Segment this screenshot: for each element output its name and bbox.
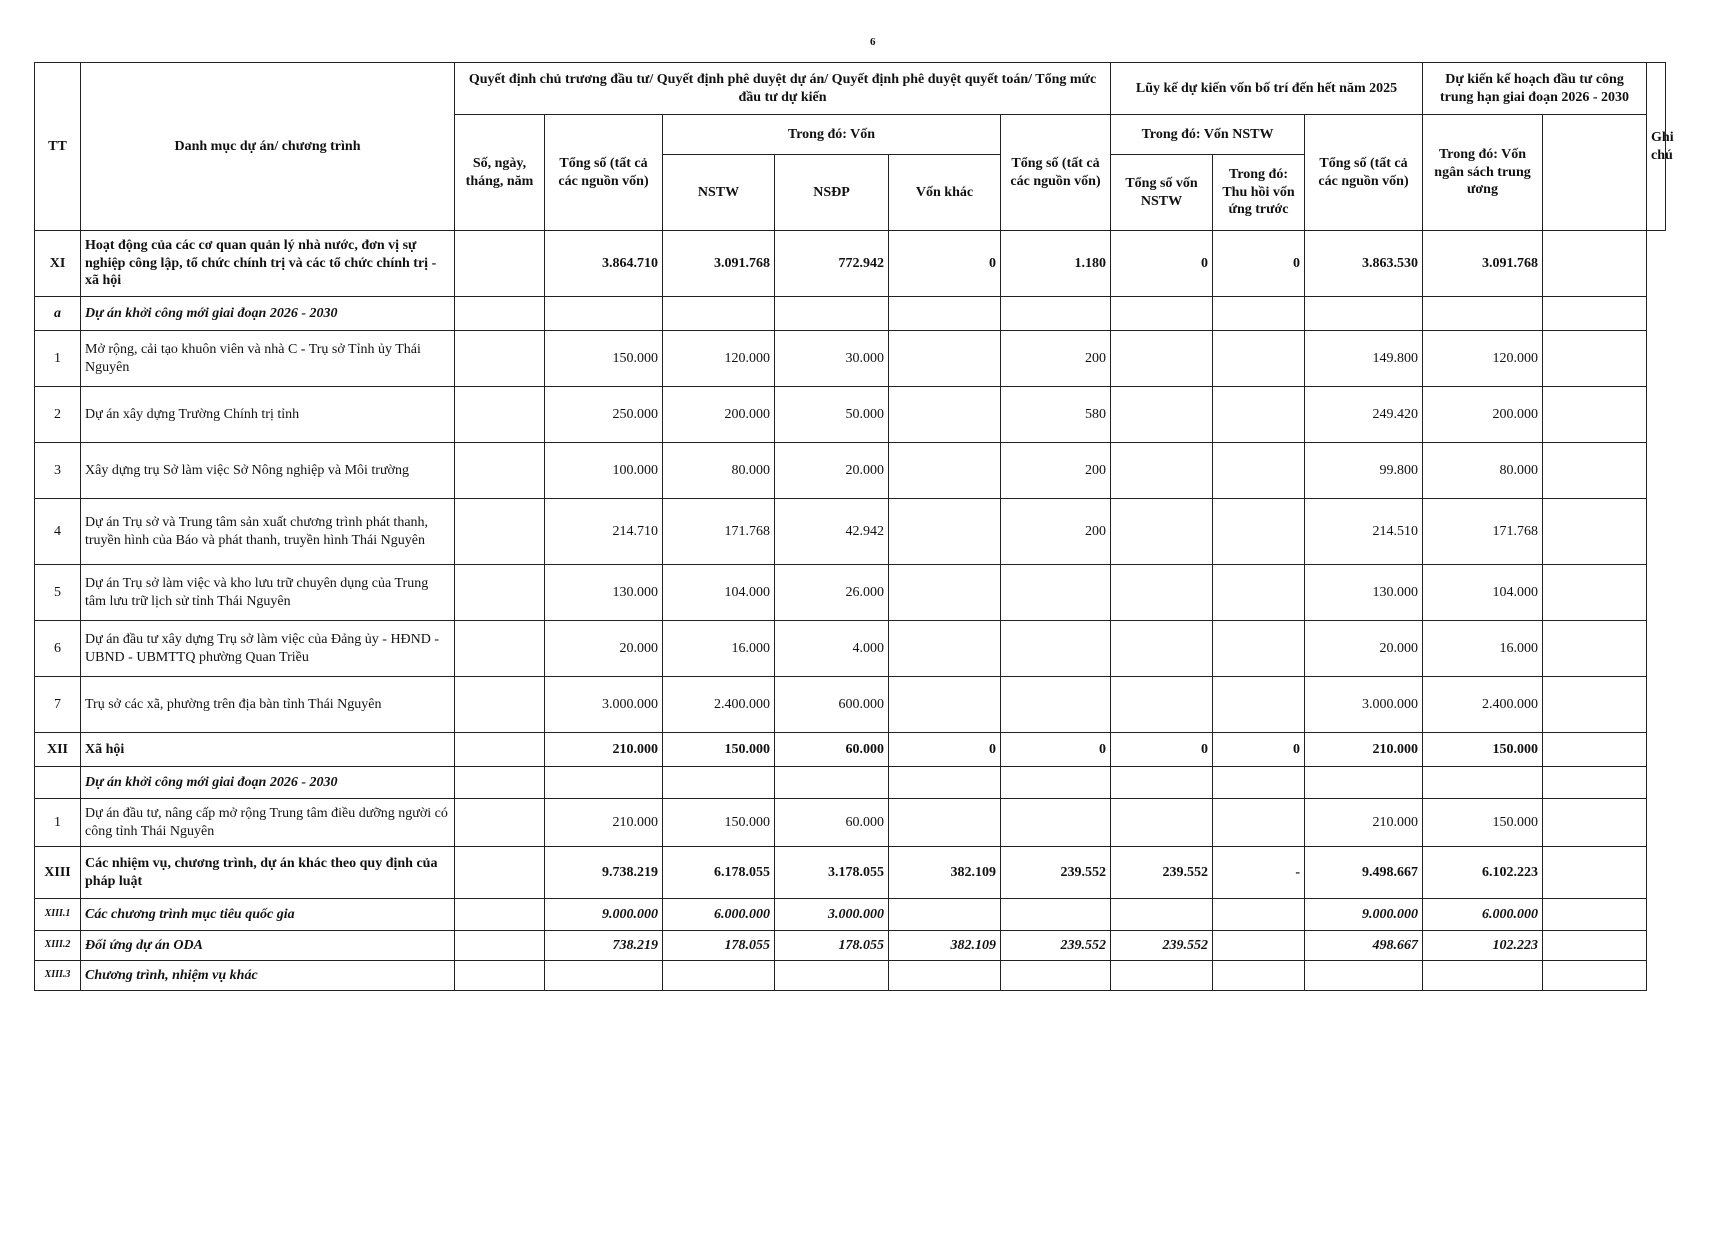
- total-cell: 738.219: [545, 931, 663, 961]
- other-capital-cell: [889, 961, 1001, 991]
- header-recovered-advance: Trong đó: Thu hồi vốn ứng trước: [1213, 155, 1305, 231]
- accumulated-total-cell: 239.552: [1001, 931, 1111, 961]
- total-cell: 210.000: [545, 799, 663, 847]
- nsdp-cell: 60.000: [775, 733, 889, 767]
- recovered-advance-cell: -: [1213, 847, 1305, 899]
- recovered-advance-cell: 0: [1213, 231, 1305, 297]
- nsdp-cell: 3.000.000: [775, 899, 889, 931]
- total-cell: 210.000: [545, 733, 663, 767]
- accumulated-nstw-cell: 0: [1111, 733, 1213, 767]
- total-cell: 20.000: [545, 621, 663, 677]
- nsdp-cell: 3.178.055: [775, 847, 889, 899]
- notes-cell: [1543, 677, 1647, 733]
- investment-plan-table: [34, 62, 1674, 991]
- plan-total-cell: 3.000.000: [1305, 677, 1423, 733]
- decision-number-cell: [455, 331, 545, 387]
- notes-cell: [1543, 899, 1647, 931]
- other-capital-cell: 0: [889, 231, 1001, 297]
- nstw-cell: 150.000: [663, 733, 775, 767]
- plan-nstw-cell: 104.000: [1423, 565, 1543, 621]
- plan-total-cell: [1305, 767, 1423, 799]
- other-capital-cell: [889, 767, 1001, 799]
- header-plan-total: Tổng số (tất cả các nguồn vốn): [1305, 115, 1423, 231]
- project-name-cell: Các chương trình mục tiêu quốc gia: [81, 899, 455, 931]
- nstw-cell: 171.768: [663, 499, 775, 565]
- total-cell: [545, 961, 663, 991]
- notes-cell: [1543, 621, 1647, 677]
- recovered-advance-cell: [1213, 961, 1305, 991]
- plan-nstw-cell: 2.400.000: [1423, 677, 1543, 733]
- plan-nstw-cell: 80.000: [1423, 443, 1543, 499]
- decision-number-cell: [455, 767, 545, 799]
- plan-nstw-cell: 200.000: [1423, 387, 1543, 443]
- row-number-cell: XIII.3: [35, 961, 81, 991]
- plan-nstw-cell: [1423, 961, 1543, 991]
- other-capital-cell: [889, 799, 1001, 847]
- nsdp-cell: 26.000: [775, 565, 889, 621]
- table-row: [35, 387, 1666, 443]
- total-cell: 214.710: [545, 499, 663, 565]
- plan-nstw-cell: 3.091.768: [1423, 231, 1543, 297]
- accumulated-total-cell: [1001, 899, 1111, 931]
- total-cell: 130.000: [545, 565, 663, 621]
- plan-nstw-cell: 120.000: [1423, 331, 1543, 387]
- accumulated-total-cell: 239.552: [1001, 847, 1111, 899]
- accumulated-nstw-cell: [1111, 767, 1213, 799]
- accumulated-total-cell: [1001, 799, 1111, 847]
- accumulated-total-cell: 580: [1001, 387, 1111, 443]
- header-medium-term-plan: Dự kiến kế hoạch đầu tư công trung hạn giai đoạn 2026 - 2030: [1423, 63, 1647, 115]
- header-other-capital: Vốn khác: [889, 155, 1001, 231]
- table-row: [35, 899, 1666, 931]
- row-number-cell: XIII: [35, 847, 81, 899]
- header-total-nstw: Tổng số vốn NSTW: [1111, 155, 1213, 231]
- plan-total-cell: 149.800: [1305, 331, 1423, 387]
- header-tt: TT: [35, 63, 81, 231]
- row-number-cell: 7: [35, 677, 81, 733]
- notes-cell: [1543, 231, 1647, 297]
- other-capital-cell: [889, 297, 1001, 331]
- table-row: [35, 565, 1666, 621]
- decision-number-cell: [455, 231, 545, 297]
- project-name-cell: Mở rộng, cải tạo khuôn viên và nhà C - Trụ sở Tỉnh ủy Thái Nguyên: [81, 331, 455, 387]
- accumulated-nstw-cell: [1111, 331, 1213, 387]
- header-of-which-capital: Trong đó: Vốn: [663, 115, 1001, 155]
- accumulated-total-cell: 200: [1001, 331, 1111, 387]
- row-number-cell: 3: [35, 443, 81, 499]
- total-cell: 3.000.000: [545, 677, 663, 733]
- recovered-advance-cell: [1213, 899, 1305, 931]
- project-name-cell: Chương trình, nhiệm vụ khác: [81, 961, 455, 991]
- notes-cell: [1543, 565, 1647, 621]
- accumulated-nstw-cell: [1111, 443, 1213, 499]
- plan-total-cell: 210.000: [1305, 799, 1423, 847]
- accumulated-nstw-cell: [1111, 799, 1213, 847]
- accumulated-total-cell: [1001, 565, 1111, 621]
- notes-cell: [1543, 767, 1647, 799]
- decision-number-cell: [455, 847, 545, 899]
- recovered-advance-cell: 0: [1213, 733, 1305, 767]
- table-row: [35, 961, 1666, 991]
- nstw-cell: 150.000: [663, 799, 775, 847]
- recovered-advance-cell: [1213, 387, 1305, 443]
- other-capital-cell: [889, 387, 1001, 443]
- decision-number-cell: [455, 499, 545, 565]
- row-number-cell: XI: [35, 231, 81, 297]
- nstw-cell: 80.000: [663, 443, 775, 499]
- accumulated-nstw-cell: 239.552: [1111, 931, 1213, 961]
- plan-nstw-cell: 102.223: [1423, 931, 1543, 961]
- plan-nstw-cell: 6.102.223: [1423, 847, 1543, 899]
- decision-number-cell: [455, 297, 545, 331]
- other-capital-cell: 0: [889, 733, 1001, 767]
- row-number-cell: XII: [35, 733, 81, 767]
- table-row: [35, 621, 1666, 677]
- plan-nstw-cell: [1423, 297, 1543, 331]
- plan-total-cell: [1305, 961, 1423, 991]
- other-capital-cell: [889, 331, 1001, 387]
- recovered-advance-cell: [1213, 621, 1305, 677]
- nstw-cell: 6.000.000: [663, 899, 775, 931]
- recovered-advance-cell: [1213, 297, 1305, 331]
- row-number-cell: 1: [35, 331, 81, 387]
- plan-nstw-cell: 171.768: [1423, 499, 1543, 565]
- notes-cell: [1543, 961, 1647, 991]
- nsdp-cell: 42.942: [775, 499, 889, 565]
- header-nsdp: NSĐP: [775, 155, 889, 231]
- recovered-advance-cell: [1213, 767, 1305, 799]
- accumulated-total-cell: 200: [1001, 499, 1111, 565]
- accumulated-nstw-cell: [1111, 677, 1213, 733]
- nstw-cell: 104.000: [663, 565, 775, 621]
- header-nstw: NSTW: [663, 155, 775, 231]
- table-row: [35, 847, 1666, 899]
- plan-nstw-cell: 6.000.000: [1423, 899, 1543, 931]
- plan-total-cell: 130.000: [1305, 565, 1423, 621]
- row-number-cell: 2: [35, 387, 81, 443]
- nsdp-cell: [775, 297, 889, 331]
- project-name-cell: Dự án Trụ sở và Trung tâm sản xuất chương trình phát thanh, truyền hình của Báo và phát thanh, truyền hình Thái Nguyên: [81, 499, 455, 565]
- nstw-cell: [663, 767, 775, 799]
- accumulated-total-cell: [1001, 677, 1111, 733]
- row-number-cell: XIII.1: [35, 899, 81, 931]
- table-row: [35, 231, 1666, 297]
- header-accumulated-total: Tổng số (tất cả các nguồn vốn): [1001, 115, 1111, 231]
- project-name-cell: Xã hội: [81, 733, 455, 767]
- other-capital-cell: [889, 565, 1001, 621]
- notes-cell: [1543, 443, 1647, 499]
- other-capital-cell: [889, 499, 1001, 565]
- nstw-cell: 200.000: [663, 387, 775, 443]
- project-name-cell: Dự án đầu tư xây dựng Trụ sở làm việc của Đảng ủy - HĐND - UBND - UBMTTQ phường Quan Triều: [81, 621, 455, 677]
- row-number-cell: 6: [35, 621, 81, 677]
- notes-cell: [1543, 733, 1647, 767]
- row-number-cell: [35, 767, 81, 799]
- decision-number-cell: [455, 799, 545, 847]
- accumulated-total-cell: 200: [1001, 443, 1111, 499]
- recovered-advance-cell: [1213, 443, 1305, 499]
- decision-number-cell: [455, 387, 545, 443]
- nsdp-cell: 30.000: [775, 331, 889, 387]
- accumulated-nstw-cell: 0: [1111, 231, 1213, 297]
- header-total-all-sources: Tổng số (tất cả các nguồn vốn): [545, 115, 663, 231]
- plan-nstw-cell: [1423, 767, 1543, 799]
- plan-total-cell: 9.498.667: [1305, 847, 1423, 899]
- row-number-cell: XIII.2: [35, 931, 81, 961]
- total-cell: 150.000: [545, 331, 663, 387]
- accumulated-total-cell: [1001, 767, 1111, 799]
- nsdp-cell: 772.942: [775, 231, 889, 297]
- plan-total-cell: 210.000: [1305, 733, 1423, 767]
- recovered-advance-cell: [1213, 331, 1305, 387]
- accumulated-nstw-cell: [1111, 899, 1213, 931]
- header-project-list: Danh mục dự án/ chương trình: [81, 63, 455, 231]
- notes-cell: [1543, 931, 1647, 961]
- other-capital-cell: 382.109: [889, 847, 1001, 899]
- project-name-cell: Các nhiệm vụ, chương trình, dự án khác theo quy định của pháp luật: [81, 847, 455, 899]
- nsdp-cell: [775, 767, 889, 799]
- notes-cell: [1543, 387, 1647, 443]
- plan-nstw-cell: 150.000: [1423, 733, 1543, 767]
- decision-number-cell: [455, 621, 545, 677]
- nstw-cell: 178.055: [663, 931, 775, 961]
- nsdp-cell: 178.055: [775, 931, 889, 961]
- nsdp-cell: [775, 961, 889, 991]
- recovered-advance-cell: [1213, 499, 1305, 565]
- row-number-cell: 4: [35, 499, 81, 565]
- accumulated-nstw-cell: [1111, 499, 1213, 565]
- header-plan-central-budget: Trong đó: Vốn ngân sách trung ương: [1423, 115, 1543, 231]
- accumulated-nstw-cell: [1111, 621, 1213, 677]
- nstw-cell: 120.000: [663, 331, 775, 387]
- decision-number-cell: [455, 677, 545, 733]
- nstw-cell: [663, 961, 775, 991]
- table-row: [35, 733, 1666, 767]
- accumulated-total-cell: [1001, 621, 1111, 677]
- decision-number-cell: [455, 961, 545, 991]
- table-row: [35, 443, 1666, 499]
- decision-number-cell: [455, 899, 545, 931]
- nstw-cell: 6.178.055: [663, 847, 775, 899]
- decision-number-cell: [455, 443, 545, 499]
- nsdp-cell: 600.000: [775, 677, 889, 733]
- project-name-cell: Dự án Trụ sở làm việc và kho lưu trữ chuyên dụng của Trung tâm lưu trữ lịch sử tỉnh Thái Nguyên: [81, 565, 455, 621]
- other-capital-cell: [889, 443, 1001, 499]
- total-cell: 250.000: [545, 387, 663, 443]
- plan-total-cell: [1305, 297, 1423, 331]
- other-capital-cell: [889, 677, 1001, 733]
- accumulated-total-cell: [1001, 961, 1111, 991]
- accumulated-nstw-cell: [1111, 387, 1213, 443]
- table-row: [35, 297, 1666, 331]
- header-of-which-nstw: Trong đó: Vốn NSTW: [1111, 115, 1305, 155]
- accumulated-nstw-cell: [1111, 565, 1213, 621]
- plan-total-cell: 3.863.530: [1305, 231, 1423, 297]
- row-number-cell: 5: [35, 565, 81, 621]
- notes-cell: [1543, 499, 1647, 565]
- nsdp-cell: 60.000: [775, 799, 889, 847]
- project-name-cell: Dự án đầu tư, nâng cấp mở rộng Trung tâm điều dưỡng người có công tỉnh Thái Nguyên: [81, 799, 455, 847]
- row-number-cell: 1: [35, 799, 81, 847]
- notes-cell: [1543, 799, 1647, 847]
- project-name-cell: Dự án xây dựng Trường Chính trị tỉnh: [81, 387, 455, 443]
- other-capital-cell: [889, 899, 1001, 931]
- total-cell: [545, 297, 663, 331]
- project-name-cell: Dự án khởi công mới giai đoạn 2026 - 2030: [81, 767, 455, 799]
- header-accumulated-capital: Lũy kế dự kiến vốn bố trí đến hết năm 2025: [1111, 63, 1423, 115]
- table-body: [35, 231, 1666, 991]
- nstw-cell: 16.000: [663, 621, 775, 677]
- project-name-cell: Xây dựng trụ Sở làm việc Sở Nông nghiệp và Môi trường: [81, 443, 455, 499]
- nsdp-cell: 50.000: [775, 387, 889, 443]
- decision-number-cell: [455, 931, 545, 961]
- project-name-cell: Đối ứng dự án ODA: [81, 931, 455, 961]
- accumulated-nstw-cell: [1111, 961, 1213, 991]
- table-row: [35, 799, 1666, 847]
- accumulated-total-cell: 0: [1001, 733, 1111, 767]
- plan-nstw-cell: 16.000: [1423, 621, 1543, 677]
- table-row: [35, 767, 1666, 799]
- notes-cell: [1543, 297, 1647, 331]
- nstw-cell: 3.091.768: [663, 231, 775, 297]
- plan-total-cell: 9.000.000: [1305, 899, 1423, 931]
- recovered-advance-cell: [1213, 799, 1305, 847]
- table-row: [35, 499, 1666, 565]
- project-name-cell: Dự án khởi công mới giai đoạn 2026 - 2030: [81, 297, 455, 331]
- table-row: [35, 677, 1666, 733]
- total-cell: 9.738.219: [545, 847, 663, 899]
- total-cell: 3.864.710: [545, 231, 663, 297]
- other-capital-cell: 382.109: [889, 931, 1001, 961]
- plan-nstw-cell: 150.000: [1423, 799, 1543, 847]
- plan-total-cell: 20.000: [1305, 621, 1423, 677]
- accumulated-nstw-cell: 239.552: [1111, 847, 1213, 899]
- header-number-date: Số, ngày, tháng, năm: [455, 115, 545, 231]
- recovered-advance-cell: [1213, 931, 1305, 961]
- recovered-advance-cell: [1213, 677, 1305, 733]
- page-number: 6: [870, 36, 876, 48]
- plan-total-cell: 99.800: [1305, 443, 1423, 499]
- header-investment-decision: Quyết định chủ trương đầu tư/ Quyết định phê duyệt dự án/ Quyết định phê duyệt quyết toán/ Tổng mức đầu tư dự kiến: [455, 63, 1111, 115]
- header-notes: Ghi chú: [1647, 63, 1666, 231]
- accumulated-total-cell: [1001, 297, 1111, 331]
- total-cell: [545, 767, 663, 799]
- table-row: [35, 931, 1666, 961]
- decision-number-cell: [455, 733, 545, 767]
- total-cell: 100.000: [545, 443, 663, 499]
- total-cell: 9.000.000: [545, 899, 663, 931]
- accumulated-total-cell: 1.180: [1001, 231, 1111, 297]
- recovered-advance-cell: [1213, 565, 1305, 621]
- plan-total-cell: 249.420: [1305, 387, 1423, 443]
- table-row: [35, 331, 1666, 387]
- plan-total-cell: 214.510: [1305, 499, 1423, 565]
- decision-number-cell: [455, 565, 545, 621]
- nstw-cell: 2.400.000: [663, 677, 775, 733]
- other-capital-cell: [889, 621, 1001, 677]
- nsdp-cell: 4.000: [775, 621, 889, 677]
- nstw-cell: [663, 297, 775, 331]
- notes-cell: [1543, 331, 1647, 387]
- project-name-cell: Hoạt động của các cơ quan quản lý nhà nước, đơn vị sự nghiệp công lập, tổ chức chính trị và các tổ chức chính trị - xã hội: [81, 231, 455, 297]
- plan-total-cell: 498.667: [1305, 931, 1423, 961]
- notes-cell: [1543, 847, 1647, 899]
- project-name-cell: Trụ sở các xã, phường trên địa bàn tỉnh Thái Nguyên: [81, 677, 455, 733]
- nsdp-cell: 20.000: [775, 443, 889, 499]
- accumulated-nstw-cell: [1111, 297, 1213, 331]
- row-number-cell: a: [35, 297, 81, 331]
